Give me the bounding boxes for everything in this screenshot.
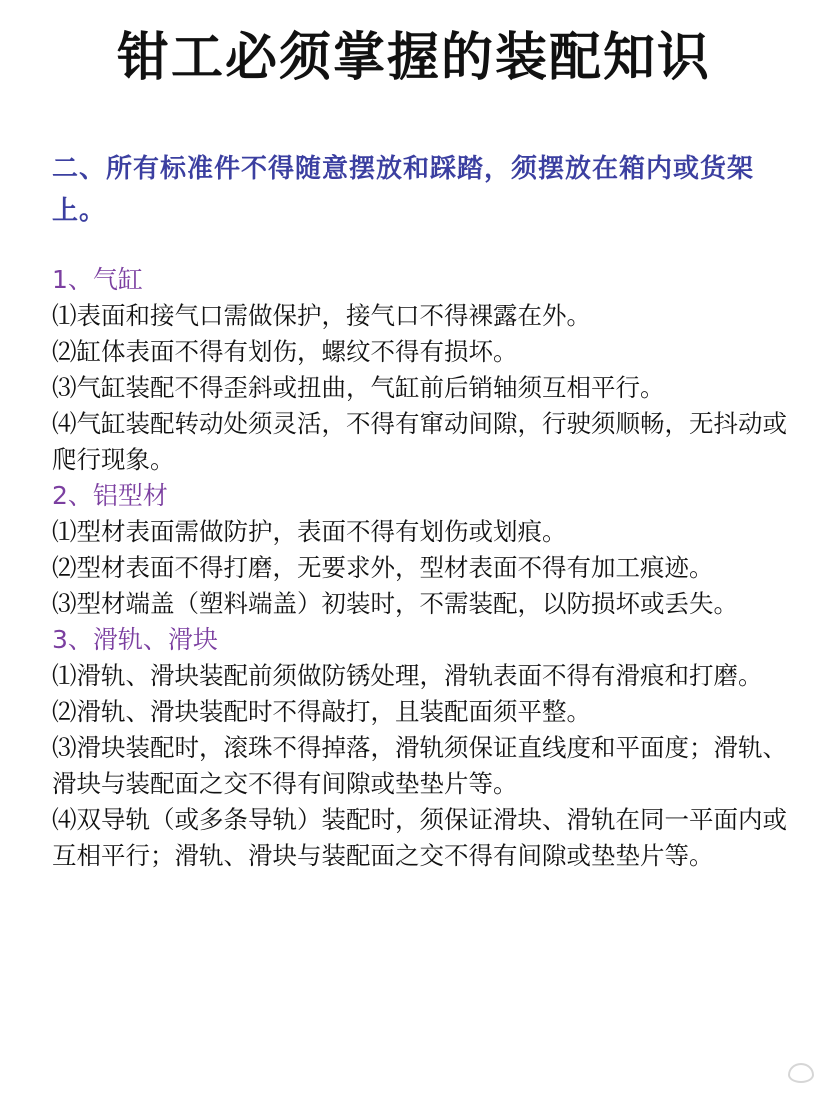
sub-heading-rail-slider: 3、滑轨、滑块: [52, 625, 218, 654]
list-item: ⑷气缸装配转动处须灵活，不得有窜动间隙，行驶须顺畅，无抖动或爬行现象。: [52, 409, 787, 474]
list-item: ⑵缸体表面不得有划伤，螺纹不得有损坏。: [52, 337, 518, 366]
section-heading: 二、所有标准件不得随意摆放和踩踏，须摆放在箱内或货架上。: [52, 154, 755, 226]
sub-heading-aluminum-profile: 2、铝型材: [52, 481, 168, 510]
list-item: ⑴型材表面需做防护，表面不得有划伤或划痕。: [52, 517, 567, 546]
group-cylinder: [52, 262, 804, 478]
group-aluminum-profile: [52, 478, 804, 622]
page-title: 钳工必须掌握的装配知识: [116, 28, 711, 88]
list-item: ⑶型材端盖（塑料端盖）初装时，不需装配，以防损坏或丢失。: [52, 589, 738, 618]
list-item: ⑶气缸装配不得歪斜或扭曲，气缸前后销轴须互相平行。: [52, 373, 665, 402]
list-item: ⑶滑块装配时，滚珠不得掉落，滑轨须保证直线度和平面度；滑轨、滑块与装配面之交不得有间隙或垫垫片等。: [52, 733, 787, 798]
list-item: ⑵型材表面不得打磨，无要求外，型材表面不得有加工痕迹。: [52, 553, 714, 582]
sub-heading-cylinder: 1、气缸: [52, 265, 143, 294]
list-item: ⑴表面和接气口需做保护，接气口不得裸露在外。: [52, 301, 591, 330]
group-rail-slider: [52, 622, 804, 874]
list-item: ⑴滑轨、滑块装配前须做防锈处理，滑轨表面不得有滑痕和打磨。: [52, 661, 763, 690]
list-item: ⑵滑轨、滑块装配时不得敲打，且装配面须平整。: [52, 697, 591, 726]
list-item: ⑷双导轨（或多条导轨）装配时，须保证滑块、滑轨在同一平面内或互相平行；滑轨、滑块与装配面之交不得有间隙或垫垫片等。: [52, 805, 787, 870]
content-body: [52, 262, 804, 874]
watermark: [788, 1063, 814, 1083]
weibo-logo-icon: [788, 1063, 814, 1083]
